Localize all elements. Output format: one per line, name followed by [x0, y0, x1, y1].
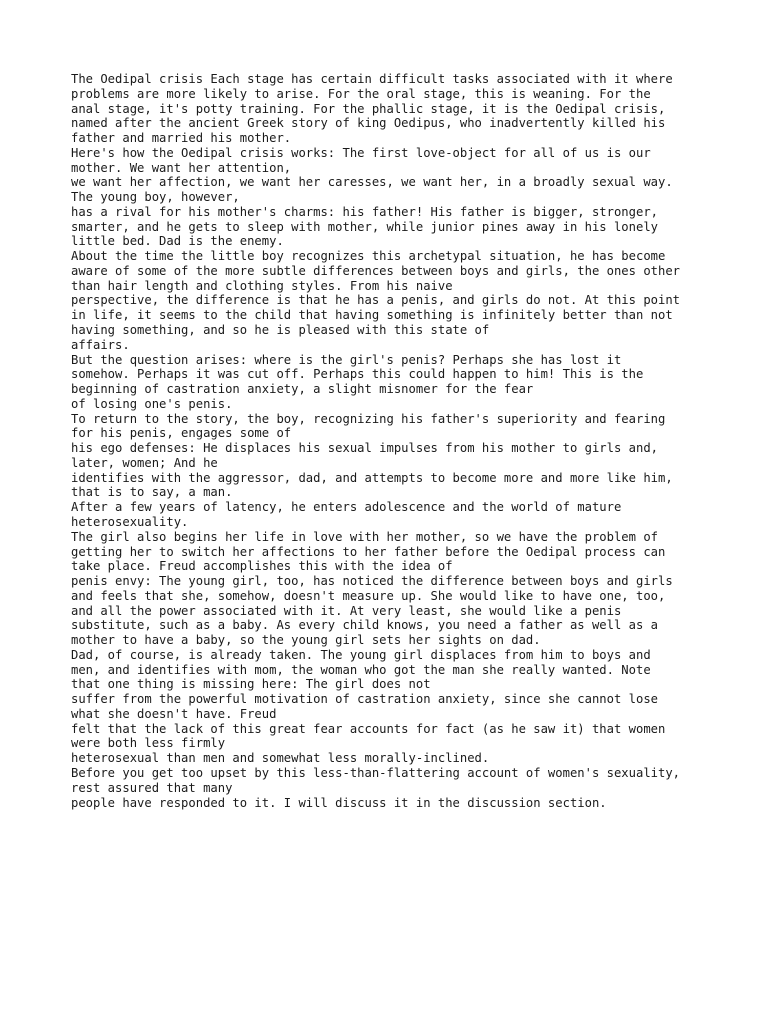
document-text-line: After a few years of latency, he enters adolescence and the world of mature: [71, 500, 622, 515]
document-text-line: problems are more likely to arise. For the oral stage, this is weaning. For the: [71, 86, 651, 101]
document-text-line: that is to say, a man.: [71, 485, 233, 500]
document-text-line: substitute, such as a baby. As every child knows, you need a father as well as a: [71, 618, 658, 633]
document-body-text: [71, 72, 751, 810]
document-text-line: men, and identifies with mom, the woman who got the man she really wanted. Note: [71, 662, 651, 677]
document-text-line: affairs.: [71, 337, 130, 352]
document-text-line: of losing one's penis.: [71, 396, 233, 411]
document-text-line: people have responded to it. I will discuss it in the discussion section.: [71, 795, 607, 810]
document-text-line: later, women; And he: [71, 455, 218, 470]
document-text-line: somehow. Perhaps it was cut off. Perhaps this could happen to him! This is the: [71, 367, 644, 382]
document-text-line: little bed. Dad is the enemy.: [71, 234, 284, 249]
document-text-line: we want her affection, we want her caresses, we want her, in a broadly sexual way.: [71, 175, 673, 190]
document-text-line: were both less firmly: [71, 736, 226, 751]
document-text-line: The young boy, however,: [71, 190, 240, 205]
document-text-line: take place. Freud accomplishes this with the idea of: [71, 559, 453, 574]
document-text-line: heterosexual than men and somewhat less morally-inclined.: [71, 751, 490, 766]
document-text-line: beginning of castration anxiety, a slight misnomer for the fear: [71, 382, 534, 397]
document-text-line: To return to the story, the boy, recognizing his father's superiority and fearing: [71, 411, 666, 426]
document-text-line: heterosexuality.: [71, 514, 189, 529]
document-text-line: having something, and so he is pleased with this state of: [71, 323, 490, 338]
document-text-line: his ego defenses: He displaces his sexual impulses from his mother to girls and,: [71, 441, 658, 456]
document-text-line: Here's how the Oedipal crisis works: The first love-object for all of us is our: [71, 145, 651, 160]
document-text-line: penis envy: The young girl, too, has noticed the difference between boys and girls: [71, 574, 673, 589]
document-text-line: felt that the lack of this great fear accounts for fact (as he saw it) that women: [71, 721, 666, 736]
document-text-line: than hair length and clothing styles. From his naive: [71, 278, 453, 293]
document-text-line: what she doesn't have. Freud: [71, 706, 277, 721]
document-text-line: The Oedipal crisis Each stage has certain difficult tasks associated with it where: [71, 72, 673, 86]
document-text-line: and feels that she, somehow, doesn't measure up. She would like to have one, too,: [71, 588, 666, 603]
document-text-line: mother. We want her attention,: [71, 160, 292, 175]
document-text-line: But the question arises: where is the girl's penis? Perhaps she has lost it: [71, 352, 622, 367]
document-text-line: Dad, of course, is already taken. The young girl displaces from him to boys and: [71, 647, 651, 662]
document-text-line: suffer from the powerful motivation of castration anxiety, since she cannot lose: [71, 692, 658, 707]
document-text-line: has a rival for his mother's charms: his father! His father is bigger, stronger,: [71, 204, 658, 219]
document-text-line: About the time the little boy recognizes this archetypal situation, he has become: [71, 249, 666, 264]
document-text-line: smarter, and he gets to sleep with mother, while junior pines away in his lonely: [71, 219, 658, 234]
document-text-line: aware of some of the more subtle differences between boys and girls, the ones other: [71, 263, 681, 278]
document-text-line: identifies with the aggressor, dad, and attempts to become more and more like him,: [71, 470, 673, 485]
document-text-line: rest assured that many: [71, 780, 233, 795]
document-text-line: that one thing is missing here: The girl does not: [71, 677, 431, 692]
document-text-line: getting her to switch her affections to her father before the Oedipal process can: [71, 544, 666, 559]
document-text-line: in life, it seems to the child that having something is infinitely better than not: [71, 308, 673, 323]
document-text-line: father and married his mother.: [71, 131, 292, 146]
document-text-line: mother to have a baby, so the young girl sets her sights on dad.: [71, 633, 541, 648]
document-text-line: The girl also begins her life in love with her mother, so we have the problem of: [71, 529, 658, 544]
document-text-line: perspective, the difference is that he has a penis, and girls do not. At this point: [71, 293, 681, 308]
document-text-line: Before you get too upset by this less-than-flattering account of women's sexuality,: [71, 765, 681, 780]
document-text-line: anal stage, it's potty training. For the phallic stage, it is the Oedipal crisis,: [71, 101, 666, 116]
document-text-line: for his penis, engages some of: [71, 426, 292, 441]
document-text-line: named after the ancient Greek story of king Oedipus, who inadvertently killed his: [71, 116, 666, 131]
document-text-line: and all the power associated with it. At very least, she would like a penis: [71, 603, 622, 618]
